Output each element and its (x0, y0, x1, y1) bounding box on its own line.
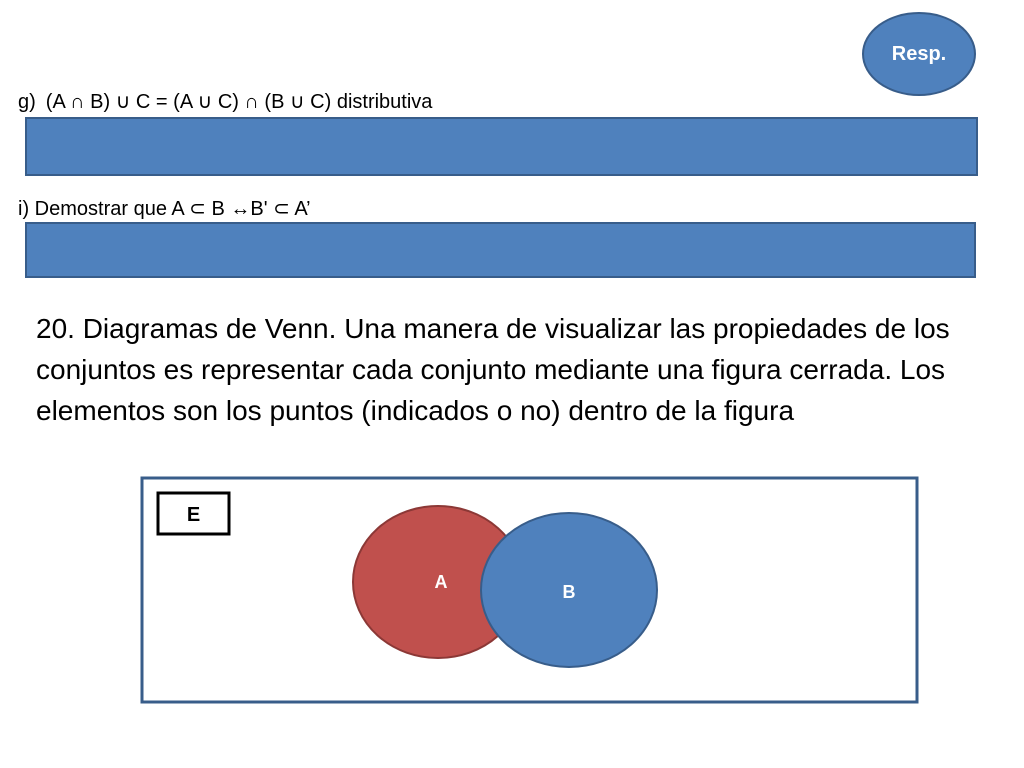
resp-button-label: Resp. (891, 42, 947, 65)
venn-definition-paragraph: 20. Diagramas de Venn. Una manera de visualizar las propiedades de los conjuntos es representar cada conjunto mediante una figura cerrada. Los elementos son los puntos (indicados o no) dentro de la figura (36, 313, 950, 426)
set-b-label: B (562, 582, 576, 602)
universe-label: E (186, 504, 201, 526)
exercise-i-text: i) Demostrar que A ⊂ B ↔B' ⊂ A’ (18, 198, 311, 220)
exercise-g-text: (A ∩ B) ∪ C = (A ∪ C) ∩ (B ∪ C) distributiva (45, 91, 433, 113)
set-a-label: A (434, 572, 448, 592)
exercise-g-prefix: g) (18, 91, 36, 113)
